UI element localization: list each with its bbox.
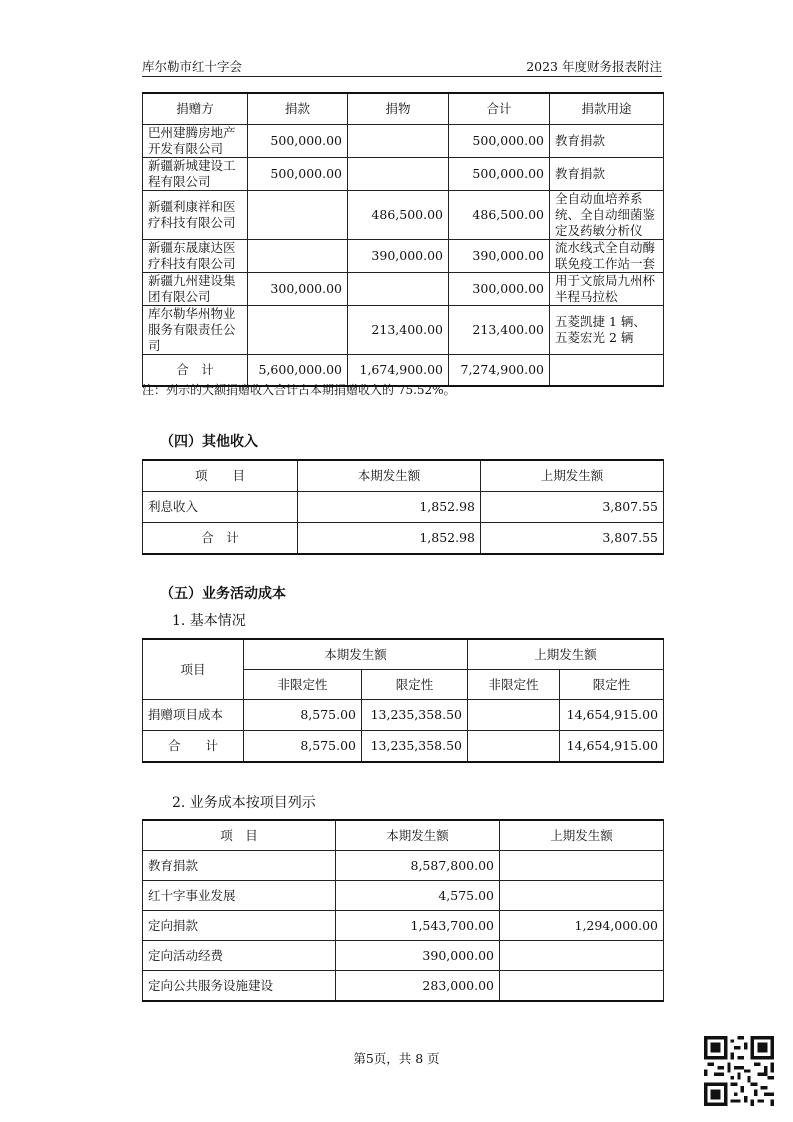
donation-table [142, 92, 664, 387]
purpose-cell: 流水线式全自动酶联免疫工作站一套 [550, 240, 664, 273]
table-row [143, 941, 664, 971]
goods-cell [348, 158, 449, 191]
col-header-current-restricted: 限定性 [362, 670, 468, 700]
cash-cell: 500,000.00 [248, 125, 348, 158]
other-income-table [142, 459, 664, 555]
page-footer: 第5页，共 8 页 [353, 1051, 440, 1066]
purpose-cell: 教育捐款 [550, 125, 664, 158]
item-cell: 利息收入 [143, 492, 298, 523]
prior-cell: 3,807.55 [481, 492, 664, 523]
col-header-prior: 上期发生额 [481, 460, 664, 492]
total-cell: 500,000.00 [449, 158, 550, 191]
table-row [143, 273, 664, 306]
item-cell: 合 计 [143, 523, 298, 555]
cash-cell [248, 191, 348, 240]
table-row [143, 306, 664, 355]
grand-total: 7,274,900.00 [449, 355, 550, 387]
col-header-current: 本期发生额 [298, 460, 481, 492]
col-header-cash: 捐款 [248, 93, 348, 125]
goods-total: 1,674,900.00 [348, 355, 449, 387]
donor-cell: 新疆新城建设工程有限公司 [143, 158, 248, 191]
section-title-other-income: （四）其他收入 [160, 434, 258, 450]
total-label: 合 计 [143, 355, 248, 387]
goods-cell: 390,000.00 [348, 240, 449, 273]
col-header-prior-restricted: 限定性 [560, 670, 664, 700]
col-header-prior: 上期发生额 [500, 820, 664, 851]
pri-unres-cell [468, 731, 560, 763]
cash-cell: 500,000.00 [248, 158, 348, 191]
total-cell: 213,400.00 [449, 306, 550, 355]
prior-cell: 3,807.55 [481, 523, 664, 555]
prior-cell [500, 971, 664, 1002]
table-row [143, 240, 664, 273]
qr-code-icon [704, 1036, 774, 1106]
table-row [143, 700, 664, 731]
item-cell: 捐赠项目成本 [143, 700, 244, 731]
goods-cell [348, 125, 449, 158]
purpose-cell: 五菱凯捷 1 辆、五菱宏光 2 辆 [550, 306, 664, 355]
cur-res-cell: 13,235,358.50 [362, 731, 468, 763]
cur-res-cell: 13,235,358.50 [362, 700, 468, 731]
cash-total: 5,600,000.00 [248, 355, 348, 387]
table-row [143, 191, 664, 240]
col-header-prior: 上期发生额 [468, 639, 664, 670]
pri-res-cell: 14,654,915.00 [560, 700, 664, 731]
item-cell: 定向捐款 [143, 911, 336, 941]
current-cell: 4,575.00 [336, 881, 500, 911]
col-header-purpose: 捐款用途 [550, 93, 664, 125]
item-cell: 红十字事业发展 [143, 881, 336, 911]
purpose-cell: 全自动血培养系统、全自动细菌鉴定及药敏分析仪 [550, 191, 664, 240]
item-cell: 合 计 [143, 731, 244, 763]
col-header-goods: 捐物 [348, 93, 449, 125]
total-cell: 486,500.00 [449, 191, 550, 240]
header-org: 库尔勒市红十字会 [142, 59, 243, 74]
table-row [143, 911, 664, 941]
donor-cell: 新疆利康祥和医疗科技有限公司 [143, 191, 248, 240]
table-row [143, 971, 664, 1002]
total-cell: 300,000.00 [449, 273, 550, 306]
donor-cell: 库尔勒华州物业服务有限责任公司 [143, 306, 248, 355]
table-total-row [143, 731, 664, 763]
cost-by-project-table [142, 819, 664, 1002]
total-cell: 390,000.00 [449, 240, 550, 273]
purpose-total [550, 355, 664, 387]
current-cell: 283,000.00 [336, 971, 500, 1002]
current-cell: 1,852.98 [298, 492, 481, 523]
purpose-cell: 用于文旅局九州杯半程马拉松 [550, 273, 664, 306]
item-cell: 定向活动经费 [143, 941, 336, 971]
section-title-business-cost: （五）业务活动成本 [160, 586, 286, 602]
col-header-donor: 捐赠方 [143, 93, 248, 125]
donor-cell: 新疆东晟康达医疗科技有限公司 [143, 240, 248, 273]
col-header-current: 本期发生额 [244, 639, 468, 670]
subsection-basic: 1. 基本情况 [172, 613, 246, 629]
cur-unres-cell: 8,575.00 [244, 731, 362, 763]
table-row [143, 125, 664, 158]
item-cell: 教育捐款 [143, 851, 336, 881]
donation-note: 注：列示的大额捐赠收入合计占本期捐赠收入的 75.52%。 [142, 383, 456, 397]
col-header-prior-unrestricted: 非限定性 [468, 670, 560, 700]
prior-cell: 1,294,000.00 [500, 911, 664, 941]
col-header-current-unrestricted: 非限定性 [244, 670, 362, 700]
table-row [143, 851, 664, 881]
table-total-row [143, 523, 664, 555]
col-header-item: 项 目 [143, 820, 336, 851]
purpose-cell: 教育捐款 [550, 158, 664, 191]
cash-cell [248, 240, 348, 273]
prior-cell [500, 881, 664, 911]
prior-cell [500, 851, 664, 881]
table-row [143, 881, 664, 911]
header-doc-title: 2023 年度财务报表附注 [526, 59, 662, 74]
cash-cell [248, 306, 348, 355]
cash-cell: 300,000.00 [248, 273, 348, 306]
prior-cell [500, 941, 664, 971]
donor-cell: 巴州建腾房地产开发有限公司 [143, 125, 248, 158]
current-cell: 8,587,800.00 [336, 851, 500, 881]
col-header-item: 项目 [143, 639, 244, 700]
table-row [143, 158, 664, 191]
col-header-item: 项 目 [143, 460, 298, 492]
business-cost-table [142, 638, 664, 763]
pri-res-cell: 14,654,915.00 [560, 731, 664, 763]
subsection-by-project: 2. 业务成本按项目列示 [172, 795, 316, 811]
pri-unres-cell [468, 700, 560, 731]
col-header-current: 本期发生额 [336, 820, 500, 851]
goods-cell: 213,400.00 [348, 306, 449, 355]
current-cell: 390,000.00 [336, 941, 500, 971]
goods-cell: 486,500.00 [348, 191, 449, 240]
current-cell: 1,543,700.00 [336, 911, 500, 941]
current-cell: 1,852.98 [298, 523, 481, 555]
cur-unres-cell: 8,575.00 [244, 700, 362, 731]
item-cell: 定向公共服务设施建设 [143, 971, 336, 1002]
donor-cell: 新疆九州建设集团有限公司 [143, 273, 248, 306]
header-divider [142, 76, 662, 77]
goods-cell [348, 273, 449, 306]
table-row [143, 492, 664, 523]
col-header-total: 合计 [449, 93, 550, 125]
total-cell: 500,000.00 [449, 125, 550, 158]
